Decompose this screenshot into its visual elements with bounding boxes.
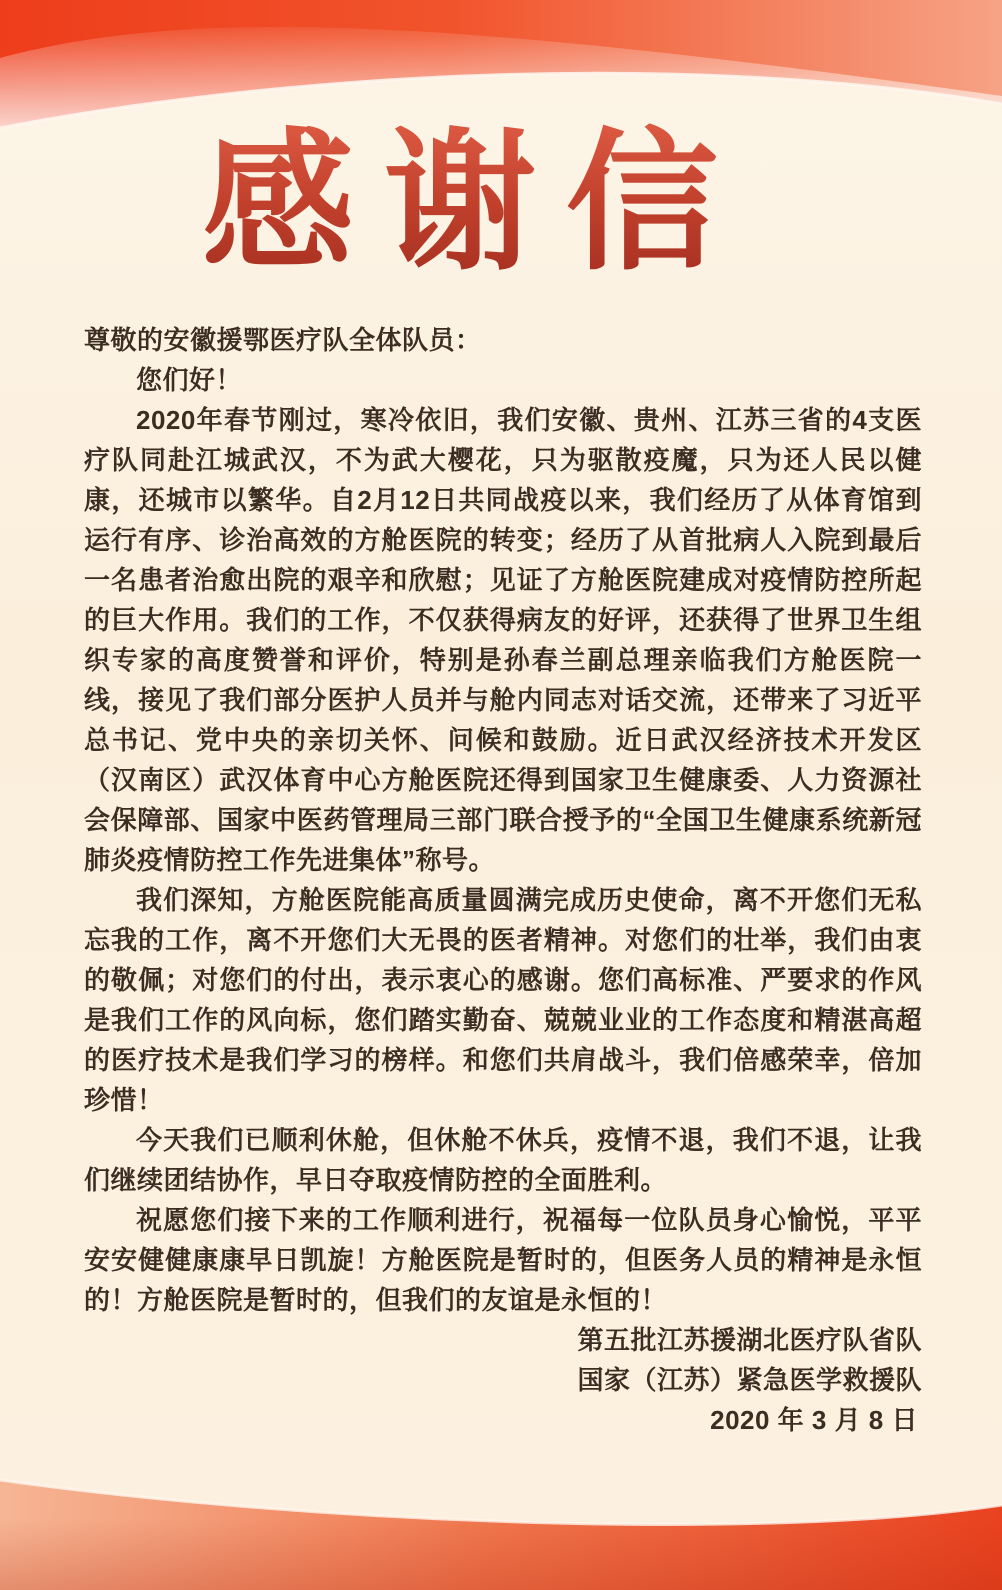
letter-paragraph-4: 祝愿您们接下来的工作顺利进行，祝福每一位队员身心愉悦，平平安安健健康康早日凯旋！方舱医院是暂时的，但医务人员的精神是永恒的！方舱医院是暂时的，但我们的友谊是永恒的！ xyxy=(84,1205,922,1315)
letter-paragraph-2: 我们深知，方舱医院能高质量圆满完成历史使命，离不开您们无私忘我的工作，离不开您们大无畏的医者精神。对您们的壮举，我们由衷的敬佩；对您们的付出，表示衷心的感谢。您们高标准、严要求的作风是我们工作的风向标，您们踏实勤奋、兢兢业业的工作态度和精湛高超的医疗技术是我们学习的榜样。和您们共肩战斗，我们倍感荣幸，倍加珍惜！ xyxy=(84,885,922,1115)
signature-line-sender: 第五批江苏援湖北医疗队省队 xyxy=(577,1325,922,1355)
letter-paragraph-3: 今天我们已顺利休舱，但休舱不休兵，疫情不退，我们不退，让我们继续团结协作，早日夺取疫情防控的全面胜利。 xyxy=(84,1125,922,1195)
signature-line-team: 国家（江苏）紧急医学救援队 xyxy=(577,1365,922,1395)
letter-body xyxy=(84,320,922,1440)
letter-salutation: 尊敬的安徽援鄂医疗队全体队员： xyxy=(84,325,482,355)
bottom-swoosh-decoration xyxy=(0,1430,1002,1590)
letter-greeting: 您们好！ xyxy=(136,365,243,395)
letter-paragraph-1: 2020年春节刚过，寒冷依旧，我们安徽、贵州、江苏三省的4支医疗队同赴江城武汉，不为武大樱花，只为驱散疫魔，只为还人民以健康，还城市以繁华。自2月12日共同战疫以来，我们经历了从体育馆到运行有序、诊治高效的方舱医院的转变；经历了从首批病人入院到最后一名患者治愈出院的艰辛和欣慰；见证了方舱医院建成对疫情防控所起的巨大作用。我们的工作，不仅获得病友的好评，还获得了世界卫生组织专家的高度赞誉和评价，特别是孙春兰副总理亲临我们方舱医院一线，接见了我们部分医护人员并与舱内同志对话交流，还带来了习近平总书记、党中央的亲切关怀、问候和鼓励。近日武汉经济技术开发区（汉南区）武汉体育中心方舱医院还得到国家卫生健康委、人力资源社会保障部、国家中医药管理局三部门联合授予的“全国卫生健康系统新冠肺炎疫情防控工作先进集体”称号。 xyxy=(84,405,922,875)
letter-title: 感谢信 xyxy=(0,116,976,292)
signature-block xyxy=(84,1320,922,1440)
letter-date: 2020 年 3 月 8 日 xyxy=(710,1405,918,1435)
